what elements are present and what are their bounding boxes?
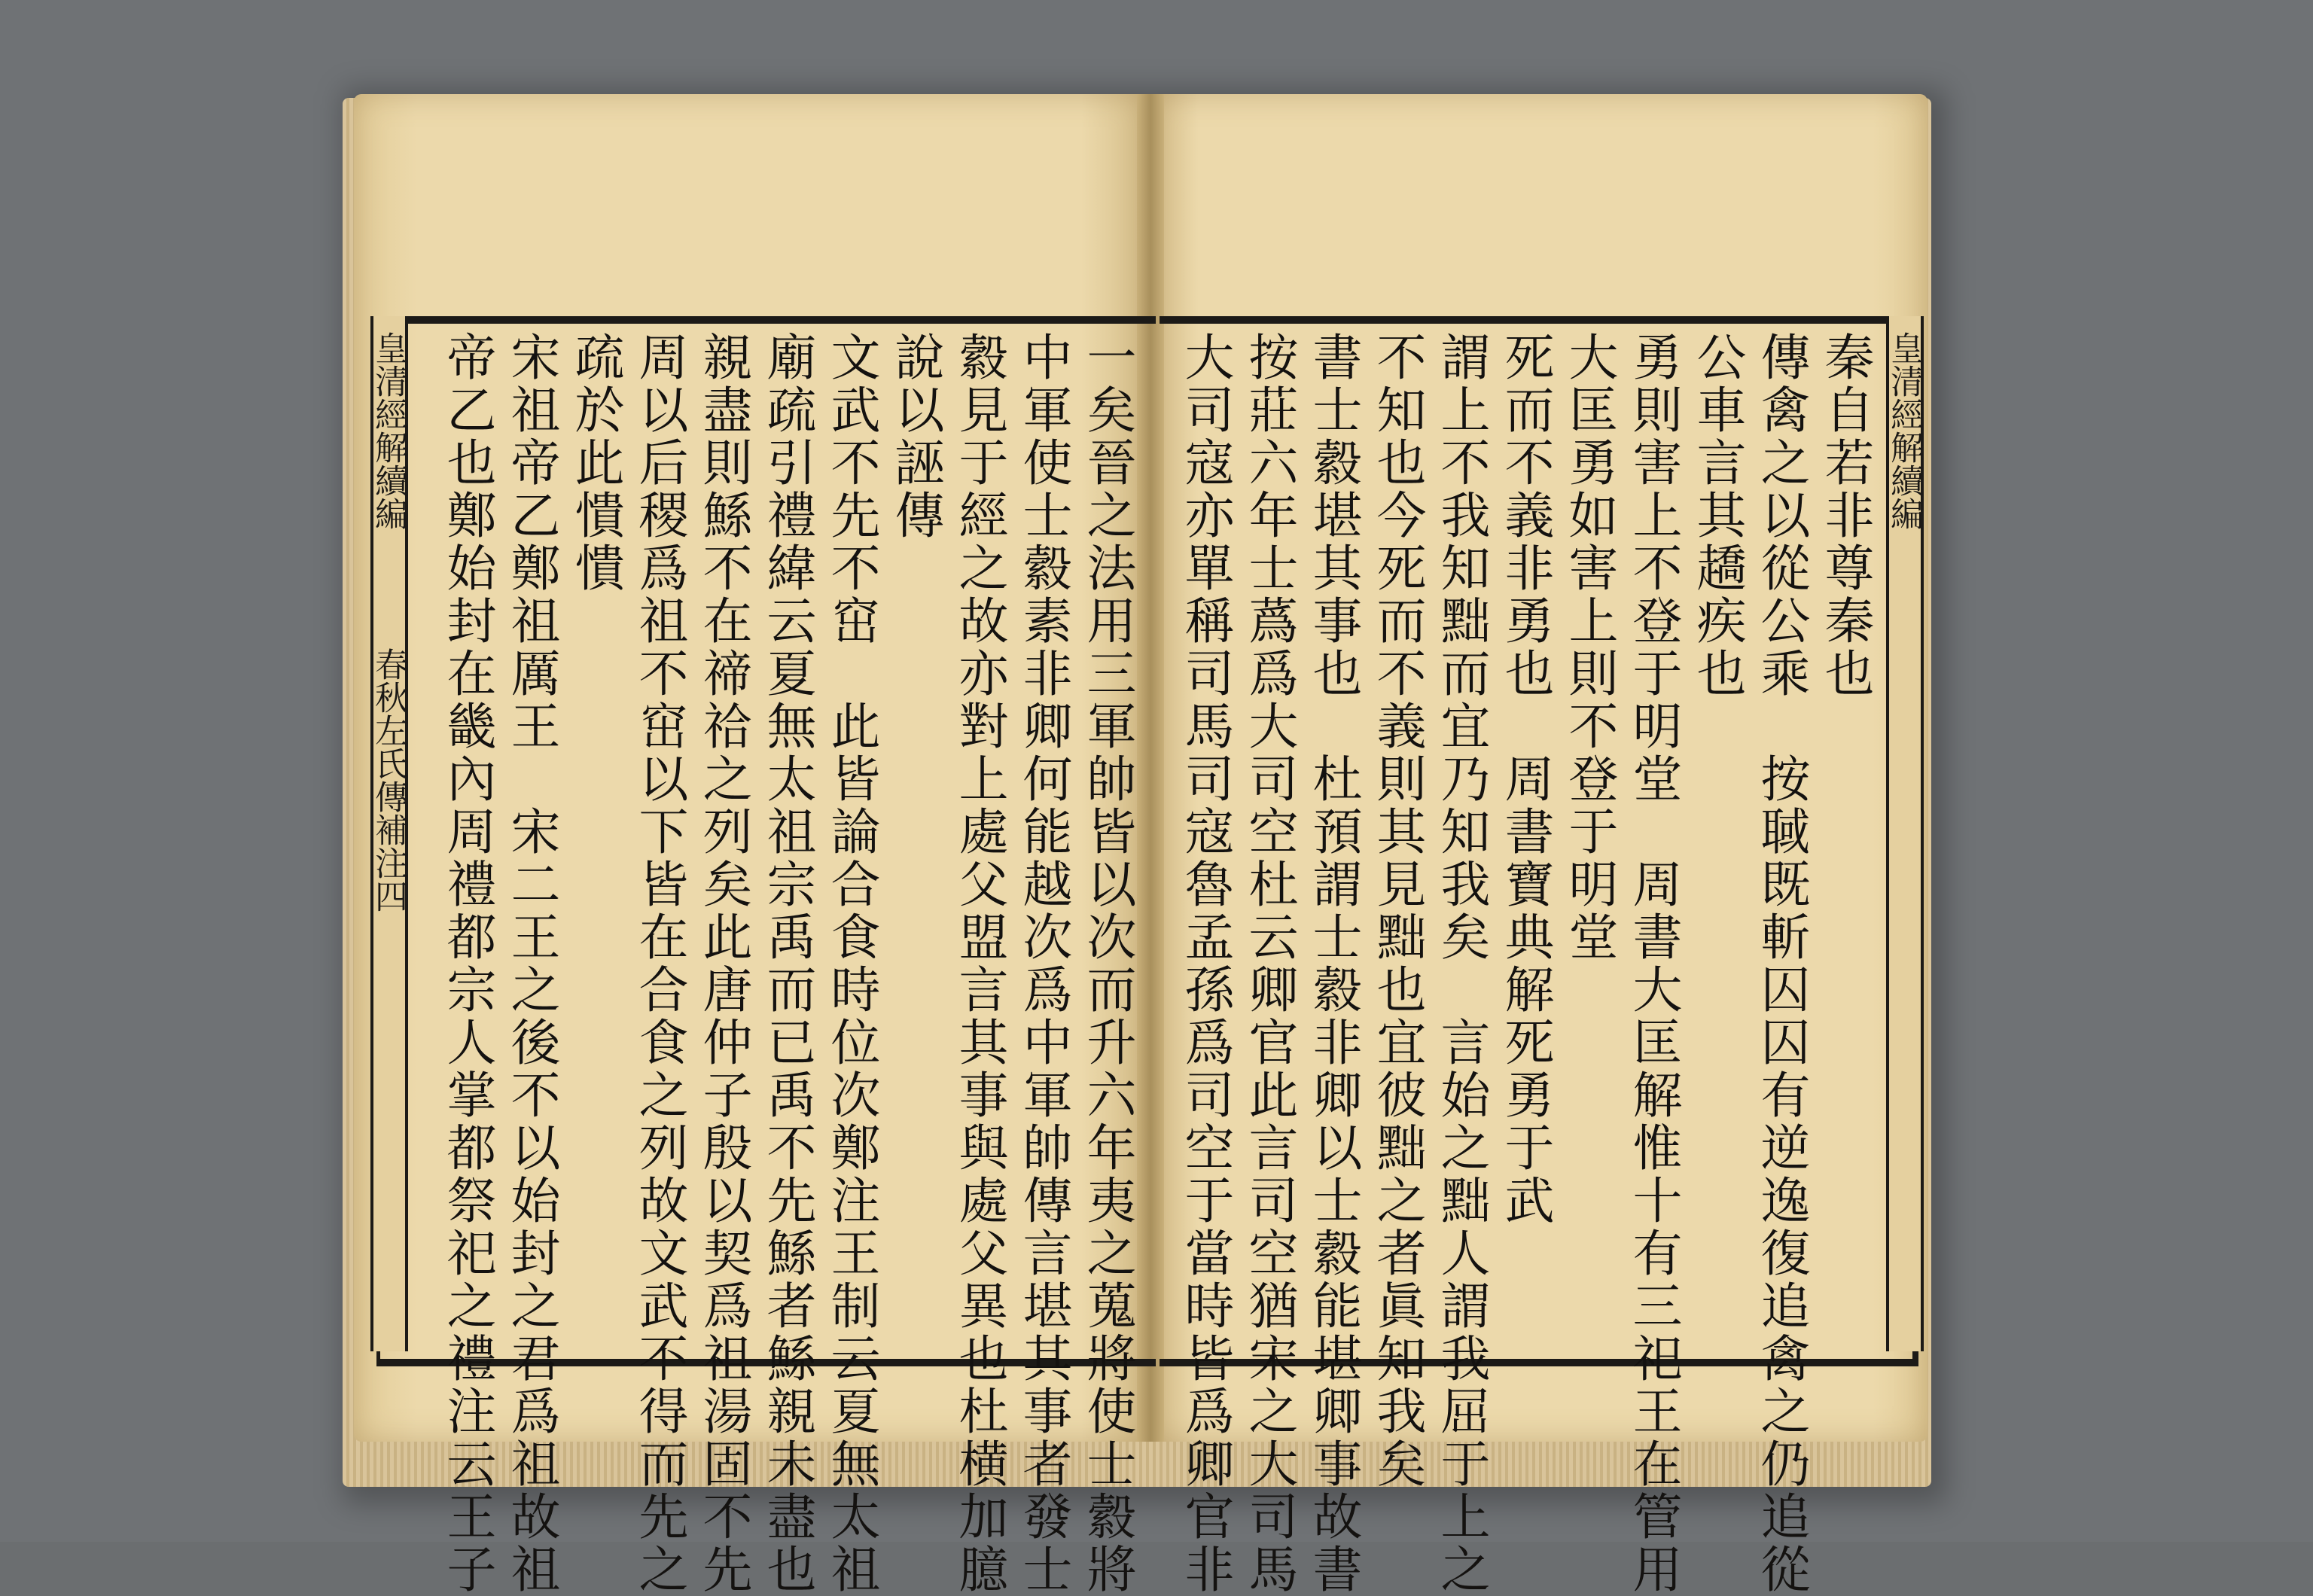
right-column-8: 不知也今死而不義則其見黜也宜彼黜之者眞知我矣: [1368, 331, 1426, 1491]
left-column-9: 疏於此憒憒: [566, 331, 624, 595]
left-banxin-title: 皇清經解續編: [369, 331, 407, 530]
right-banxin-title: 皇清經解續編: [1885, 331, 1923, 530]
left-banxin-chapter: 春秋左氏傳補注四: [369, 647, 407, 912]
right-column-11: 大司寇亦單稱司馬司寇魯孟孫爲司空于當時皆爲卿官非: [1176, 331, 1234, 1596]
right-column-4: 勇則害上不登于明堂 周書大匡解惟十有三祀王在管用: [1624, 331, 1682, 1596]
left-column-5: 文武不先不窋 此皆論合食時位次鄭注王制云夏無太祖: [822, 331, 880, 1596]
left-column-10: 宋祖帝乙鄭祖厲王 宋二王之後不以始封之君爲祖故祖: [502, 331, 560, 1596]
right-column-6: 死而不義非勇也 周書寶典解死勇于武: [1496, 331, 1554, 1227]
right-column-2: 傳禽之以從公乘 按聝既斬囚囚有逆逸復追禽之仍追從: [1752, 331, 1810, 1596]
left-column-11: 帝乙也鄭始封在畿內周禮都宗人掌都祭祀之禮注云王子: [438, 331, 496, 1596]
left-column-6: 廟疏引禮緯云夏無太祖宗禹而已禹不先鯀者鯀親未盡也: [758, 331, 816, 1596]
left-column-1: 一矣晉之法用三軍帥皆以次而升六年夷之蒐將使士縠將: [1078, 331, 1136, 1596]
left-column-3: 縠見于經之故亦對上處父盟言其事與處父異也杜横加臆: [950, 331, 1008, 1596]
left-column-8: 周以后稷爲祖不窋以下皆在合食之列故文武不得而先之: [630, 331, 688, 1596]
left-column-4: 說以誣傳: [886, 331, 944, 542]
right-column-1: 秦自若非尊秦也: [1816, 331, 1874, 700]
right-column-3: 公車言其趫疾也: [1688, 331, 1746, 700]
left-column-2: 中軍使士縠素非卿何能越次爲中軍帥傳言堪其事者發士: [1014, 331, 1072, 1596]
left-column-7: 親盡則鯀不在禘祫之列矣此唐仲子殷以契爲祖湯固不先: [694, 331, 752, 1596]
right-column-7: 謂上不我知黜而宜乃知我矣 言始之黜人謂我屈于上之: [1432, 331, 1490, 1596]
right-column-10: 按莊六年士蔿爲大司空杜云卿官此言司空猶宋之大司馬: [1240, 331, 1298, 1596]
right-column-5: 大匡勇如害上則不登于明堂: [1560, 331, 1618, 964]
right-column-9: 書士縠堪其事也 杜預謂士縠非卿以士縠能堪卿事故書: [1304, 331, 1362, 1596]
